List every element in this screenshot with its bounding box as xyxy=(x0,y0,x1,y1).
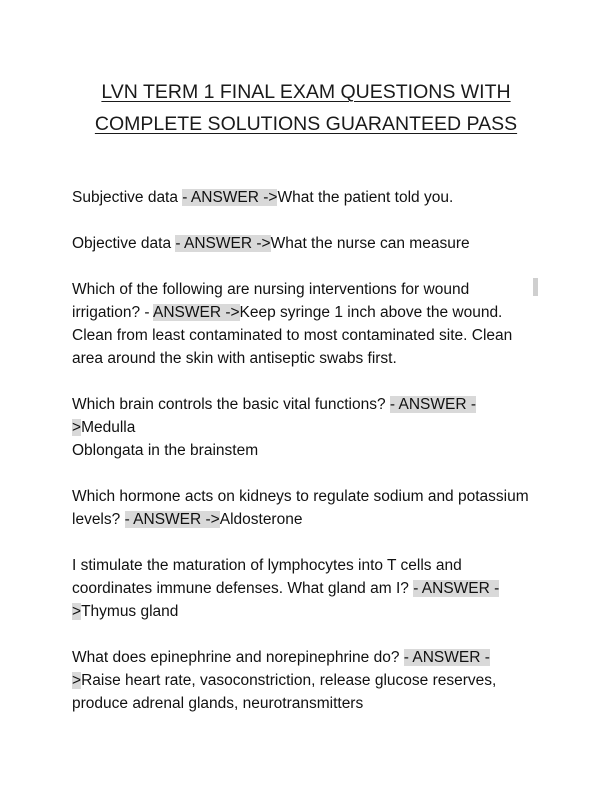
answer-text: Raise heart rate, vasoconstriction, release glucose reserves, produce adrenal glands, neurotransmitters xyxy=(72,672,497,712)
qa-item-vital-functions xyxy=(72,393,534,462)
answer-text: What the nurse can measure xyxy=(270,235,470,252)
question-text: Which hormone acts on kidneys to regulate sodium and potassium levels? xyxy=(72,488,529,528)
page-title xyxy=(0,76,612,140)
answer-label: - ANSWER -> xyxy=(72,396,477,436)
answer-text: What the patient told you. xyxy=(277,189,454,206)
qa-item-wound-irrigation xyxy=(72,278,534,370)
question-text: I stimulate the maturation of lymphocytes into T cells and coordinates immune defenses. What gland am I? xyxy=(72,557,462,597)
qa-item-epinephrine xyxy=(72,646,534,715)
answer-text: Medulla xyxy=(81,419,136,436)
answer-label: ANSWER -> xyxy=(152,304,240,321)
qa-item-thymus xyxy=(72,554,534,623)
answer-label: - ANSWER -> xyxy=(124,511,220,528)
question-text: Subjective data xyxy=(72,189,183,206)
answer-label: - ANSWER -> xyxy=(182,189,278,206)
qa-item-kidney-hormone xyxy=(72,485,534,531)
answer-text: Thymus gland xyxy=(81,603,179,620)
answer-text: Keep syringe 1 inch above the wound. Clean from least contaminated to most contaminated site. Clean area around the skin with antiseptic swabs first. xyxy=(72,304,513,367)
answer-text-continued: Oblongata in the brainstem xyxy=(72,442,259,459)
answer-label: - ANSWER -> xyxy=(72,580,500,620)
question-text: What does epinephrine and norepinephrine do? xyxy=(72,649,404,666)
qa-item-subjective-data xyxy=(72,186,534,209)
title-line-1: LVN TERM 1 FINAL EXAM QUESTIONS WITH xyxy=(101,81,511,103)
question-text: Which brain controls the basic vital functions? xyxy=(72,396,390,413)
qa-item-objective-data xyxy=(72,232,534,255)
question-text: Objective data xyxy=(72,235,176,252)
scrollbar-thumb[interactable] xyxy=(533,278,538,296)
answer-label: - ANSWER -> xyxy=(175,235,271,252)
qa-list xyxy=(72,186,534,738)
answer-text: Aldosterone xyxy=(219,511,303,528)
answer-label: - ANSWER -> xyxy=(72,649,490,689)
title-line-2: COMPLETE SOLUTIONS GUARANTEED PASS xyxy=(94,113,518,135)
question-text: Which of the following are nursing interventions for wound irrigation? - xyxy=(72,281,470,321)
